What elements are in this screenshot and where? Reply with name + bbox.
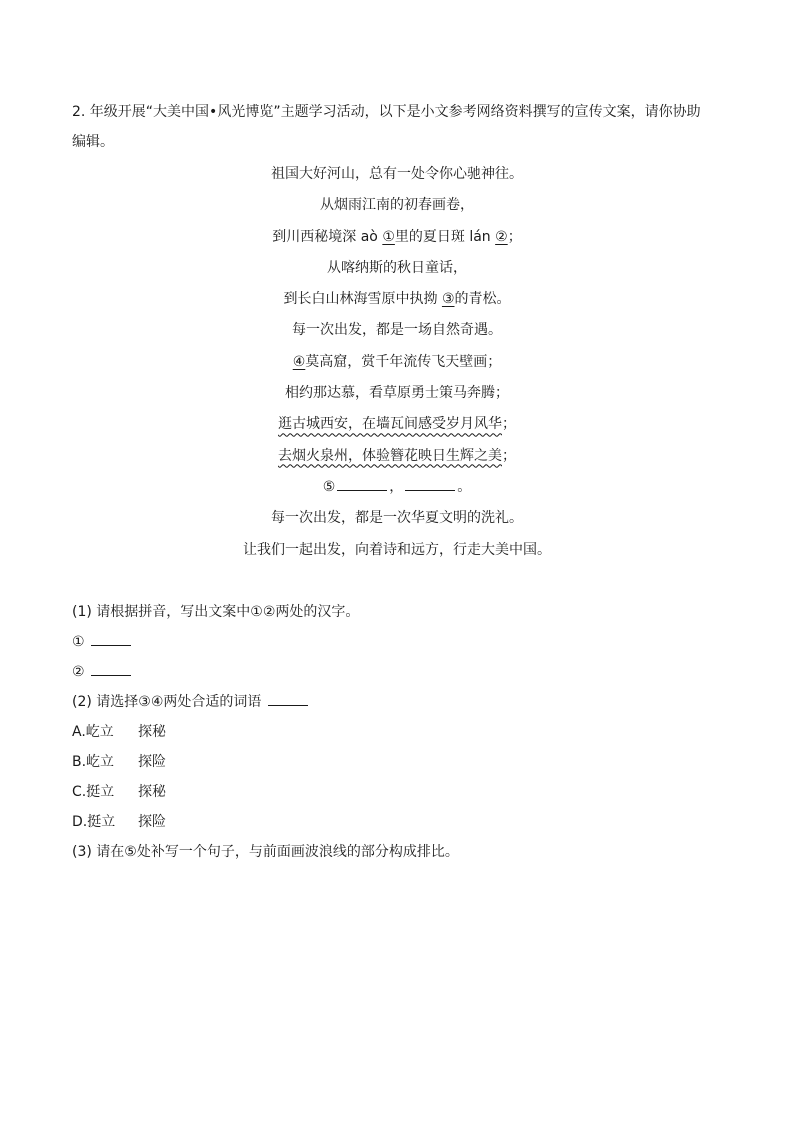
option-b-key: B.屹立 — [72, 754, 115, 770]
poem-line-11 — [0, 472, 794, 503]
answer-blank-1[interactable] — [91, 631, 131, 646]
poem-line-5 — [0, 284, 794, 315]
option-a-value: 探秘 — [138, 724, 166, 740]
poem-line-3-c: ； — [507, 228, 522, 245]
answer-row-2 — [72, 657, 724, 687]
poem-line-11-end: 。 — [457, 478, 472, 495]
poem-line-7-b: 莫高窟，赏千年流传飞天壁画； — [305, 353, 502, 370]
poem-line-3 — [0, 222, 794, 253]
answer-label-1: ① — [72, 634, 90, 650]
option-a[interactable] — [72, 717, 724, 747]
poem-line-10 — [0, 441, 794, 472]
promo-text — [0, 159, 794, 566]
sub-question-2-text: (2) 请选择③④两处合适的词语 — [72, 694, 266, 710]
answer-row-1 — [72, 627, 724, 657]
option-d-value: 探险 — [138, 814, 166, 830]
poem-line-2: 从烟雨江南的初春画卷， — [320, 197, 474, 214]
marker-2: ② — [495, 228, 508, 245]
option-c-value: 探秘 — [138, 784, 166, 800]
poem-line-5-a: 到长白山林海雪原中执拗 — [283, 291, 442, 308]
poem-line-11-sep: ， — [389, 478, 404, 495]
option-a-key: A.屹立 — [72, 724, 114, 740]
intro-line-2: 编辑。 — [72, 134, 114, 150]
poem-line-12: 每一次出发，都是一次华夏文明的洗礼。 — [271, 510, 523, 527]
option-d[interactable] — [72, 807, 724, 837]
marker-3: ③ — [441, 291, 455, 308]
answer-label-2: ② — [72, 664, 90, 680]
answer-blank-choice[interactable] — [268, 691, 308, 706]
poem-line-1: 祖国大好河山，总有一处令你心驰神往。 — [271, 166, 523, 182]
sub-questions — [72, 597, 724, 867]
option-b[interactable] — [72, 747, 724, 777]
poem-line-3-b: 里的夏日斑 lán — [394, 228, 496, 245]
intro-line-1: 2. 年级开展“大美中国•风光博览”主题学习活动，以下是小文参考网络资料撰写的宣传文案，请你协助 — [72, 104, 701, 120]
poem-line-6: 每一次出发，都是一场自然奇遇。 — [292, 322, 502, 339]
blank-5b[interactable] — [405, 476, 455, 491]
option-d-key: D.挺立 — [72, 814, 116, 830]
option-c-key: C.挺立 — [72, 784, 115, 800]
marker-1: ① — [382, 228, 395, 245]
option-b-value: 探险 — [138, 754, 166, 770]
sub-question-2 — [72, 687, 724, 717]
poem-line-9-end: ； — [502, 416, 516, 433]
poem-line-7 — [0, 347, 794, 378]
poem-line-8: 相约那达慕，看草原勇士策马奔腾； — [285, 385, 509, 402]
question-intro — [72, 97, 724, 157]
poem-line-4: 从喀纳斯的秋日童话， — [327, 259, 467, 276]
poem-line-9 — [0, 409, 794, 440]
sub-question-3: (3) 请在⑤处补写一个句子，与前面画波浪线的部分构成排比。 — [72, 844, 459, 860]
sub-question-1: (1) 请根据拼音，写出文案中①②两处的汉字。 — [72, 604, 360, 620]
wavy-text-2: 去烟火泉州，体验簪花映日生辉之美 — [278, 447, 502, 464]
answer-blank-2[interactable] — [91, 661, 131, 676]
poem-line-5-b: 的青松。 — [454, 291, 511, 308]
marker-5: ⑤ — [322, 478, 336, 495]
marker-4: ④ — [292, 353, 306, 370]
poem-line-10-end: ； — [502, 447, 516, 464]
wavy-text-1: 逛古城西安，在墙瓦间感受岁月风华 — [278, 416, 502, 433]
poem-line-13: 让我们一起出发，向着诗和远方，行走大美中国。 — [243, 541, 551, 558]
option-c[interactable] — [72, 777, 724, 807]
blank-5a[interactable] — [337, 476, 387, 491]
poem-line-3-a: 到川西秘境深 aò — [272, 228, 383, 245]
